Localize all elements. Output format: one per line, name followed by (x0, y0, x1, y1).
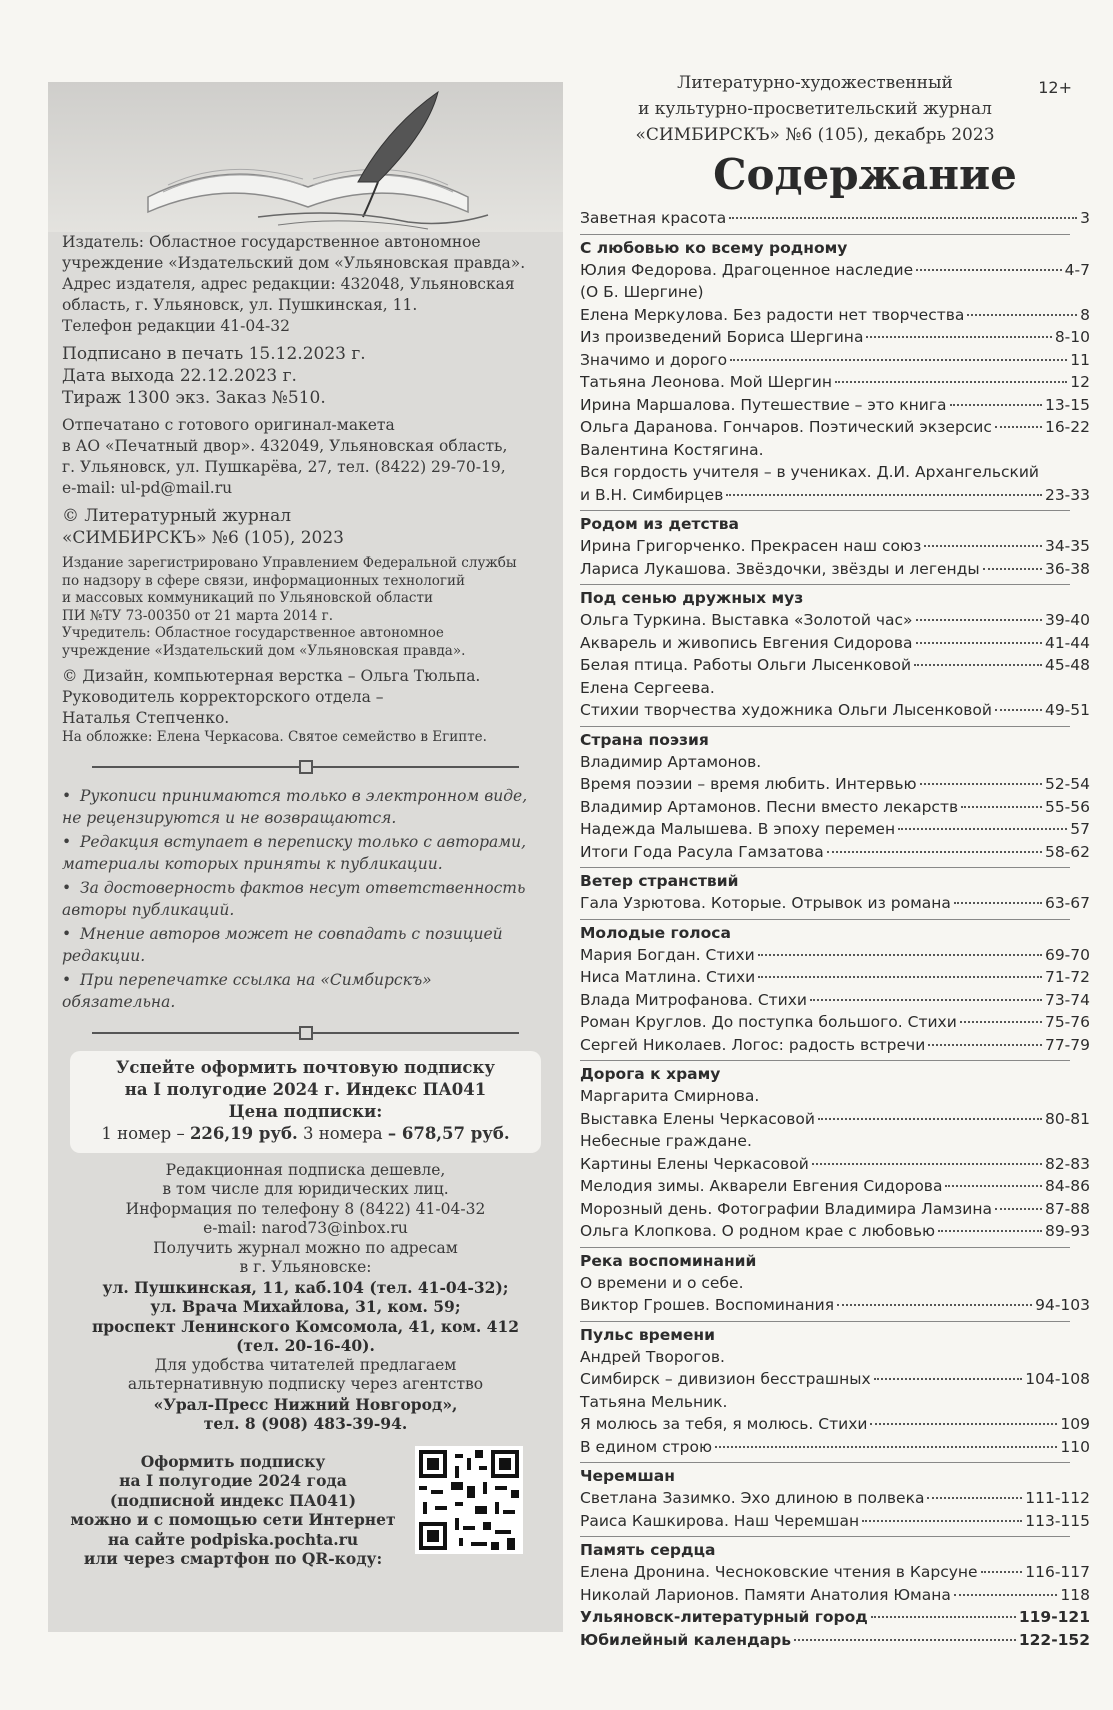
toc-line: Небесные граждане. (580, 1132, 752, 1150)
toc-entry-title: Картины Елены Черкасовой (580, 1154, 809, 1173)
text-line: по надзору в сфере связи, информационных технологий (62, 572, 465, 589)
toc-entry[interactable] (580, 1175, 1090, 1198)
toc-entry[interactable] (580, 966, 1090, 989)
toc-entry-page: 80-81 (1044, 1109, 1090, 1128)
leader-dots (916, 619, 1042, 621)
leader-dots (954, 902, 1042, 904)
toc-entry[interactable] (580, 1153, 1090, 1176)
subscription-prices (78, 1123, 533, 1145)
rule-item (62, 969, 549, 1013)
toc-entry-page: 113-115 (1025, 1511, 1090, 1530)
toc-entry-page: 87-88 (1044, 1199, 1090, 1218)
leader-dots (967, 314, 1077, 316)
toc-entry-title: Гала Узрютова. Которые. Отрывок из романа (580, 894, 951, 912)
toc-entry-page: 3 (1080, 209, 1090, 227)
section-heading: Память сердца (580, 1536, 1070, 1561)
leader-dots (995, 1208, 1042, 1210)
toc-entry[interactable] (580, 1487, 1090, 1510)
toc-entry-title: В едином строю (580, 1437, 713, 1456)
text-line: © Дизайн, компьютерная верстка – Ольга Тюльпа. (62, 667, 481, 685)
section-heading: Дорога к храму (580, 1060, 1070, 1085)
rule-item (62, 923, 549, 967)
website-link[interactable]: на сайте podpiska.pochta.ru (107, 1529, 359, 1549)
toc-entry-page: 94-103 (1035, 1296, 1090, 1314)
leader-dots (938, 1230, 1042, 1232)
leader-dots (950, 404, 1042, 406)
toc-entry[interactable] (580, 699, 1090, 722)
printed-by (62, 415, 549, 499)
toc-entry[interactable] (580, 989, 1090, 1012)
leader-dots (981, 1571, 1023, 1573)
text-line: учреждение «Издательский дом «Ульяновская правда». (62, 254, 526, 272)
toc-entry[interactable] (580, 1220, 1090, 1243)
toc-entry-page: 52-54 (1044, 775, 1090, 793)
rule-text: Редакция вступает в переписку только с авторами, материалы которых приняты к публикации. (62, 832, 527, 873)
text-line: Руководитель корректорского отдела – (62, 688, 384, 706)
bullet-icon: • (62, 970, 72, 989)
online-subscription (48, 1452, 563, 1572)
text-line: или через смартфон по QR-коду: (83, 1549, 383, 1568)
toc-entry-page: 36-38 (1044, 559, 1090, 578)
toc-entry-title: Елена Дронина. Чесноковские чтения в Карсуне (580, 1563, 978, 1581)
toc-entry-title: Ольга Даранова. Гончаров. Поэтический экзерсис (580, 418, 992, 436)
toc-entry-title: Влада Митрофанова. Стихи (580, 990, 808, 1009)
toc-entry[interactable] (580, 558, 1090, 581)
leader-dots (995, 709, 1042, 711)
toc-entry-page: 110 (1060, 1437, 1090, 1456)
toc-entry[interactable] (580, 1011, 1090, 1034)
toc-entry-title: Татьяна Леонова. Мой Шергин (580, 373, 832, 391)
text-line: ПИ №ТУ 73-00350 от 21 марта 2014 г. (62, 607, 334, 624)
leader-dots (928, 1044, 1042, 1046)
leader-dots (837, 1304, 1032, 1306)
rule-text: За достоверность фактов несут ответственность авторы публикаций. (62, 878, 526, 919)
toc-entry-title: Морозный день. Фотографии Владимира Ламзина (580, 1199, 992, 1218)
toc-entry-title: Владимир Артамонов. Песни вместо лекарств (580, 797, 959, 816)
toc-entry[interactable] (580, 371, 1090, 394)
agency-line: тел. 8 (908) 483-39-94. (203, 1414, 408, 1433)
cover-note: На обложке: Елена Черкасова. Святое семейство в Египте. (62, 729, 487, 745)
toc-entry-page: 75-76 (1044, 1013, 1090, 1031)
text-line: альтернативную подписку через агентство (127, 1375, 484, 1393)
toc-entry[interactable] (580, 1198, 1090, 1221)
toc-entry-title: Сергей Николаев. Логос: радость встречи (580, 1035, 926, 1054)
bullet-icon: • (62, 924, 72, 943)
toc-entry[interactable] (580, 1108, 1090, 1131)
section-heading: Под сенью дружных муз (580, 584, 1070, 609)
text-line: в г. Ульяновске: (239, 1258, 372, 1276)
toc-entry[interactable] (580, 326, 1090, 349)
toc-line: Маргарита Смирнова. (580, 1087, 760, 1105)
toc-entry-title: Ниса Матлина. Стихи (580, 968, 756, 986)
toc-entry-page: 8-10 (1054, 328, 1090, 346)
text-line: © Литературный журнал (62, 506, 292, 526)
toc-entry[interactable] (580, 394, 1090, 417)
toc-entry-title: Мария Богдан. Стихи (580, 945, 755, 964)
toc-entry-title: Выставка Елены Черкасовой (580, 1109, 815, 1128)
online-subscription-text (48, 1452, 418, 1569)
imprint-column (48, 82, 563, 1632)
text-line: Дата выхода 22.12.2023 г. (62, 366, 297, 386)
toc-entry[interactable] (580, 654, 1090, 677)
toc-entry[interactable] (580, 818, 1090, 841)
bullet-icon: • (62, 832, 72, 851)
leader-dots (871, 1616, 1016, 1618)
agency-line: «Урал-Пресс Нижний Новгород», (153, 1394, 458, 1414)
leader-dots (812, 1163, 1042, 1165)
leader-dots (924, 545, 1042, 547)
book-quill-illustration (48, 82, 563, 232)
toc-entry-title: Светлана Зазимко. Эхо длиною в полвека (580, 1489, 925, 1507)
toc-line: Андрей Творогов. (580, 1347, 725, 1366)
text-line: Для удобства читателей предлагаем (154, 1355, 457, 1374)
toc-entry[interactable] (580, 1606, 1090, 1629)
leader-dots (758, 954, 1042, 956)
rule-text: При перепечатке ссылка на «Симбирскъ» обязательна. (62, 970, 432, 1011)
text-line: Телефон редакции 41-04-32 (62, 317, 291, 335)
toc-entry-title: Акварель и живопись Евгения Сидорова (580, 633, 913, 652)
credits (62, 666, 549, 747)
text-line: e-mail: ul-pd@mail.ru (62, 479, 233, 497)
toc-entry-title: Лариса Лукашова. Звёздочки, звёзды и легенды (580, 559, 980, 578)
section-heading: Черемшан (580, 1462, 1070, 1487)
text-line: г. Ульяновск, ул. Пушкарёва, 27, тел. (8422) 29-70-19, (62, 458, 506, 476)
address-line: проспект Ленинского Комсомола, 41, ком. 412 (91, 1316, 520, 1336)
leader-dots (927, 1497, 1022, 1499)
toc-entry[interactable] (580, 259, 1090, 282)
leader-dots (870, 1423, 1057, 1425)
toc-entry-page: 122-152 (1018, 1630, 1090, 1649)
toc-entry[interactable] (580, 773, 1090, 796)
text-line: Редакционная подписка дешевле, (165, 1160, 446, 1179)
text-line: Подписано в печать 15.12.2023 г. (62, 344, 366, 364)
toc-entry[interactable] (580, 1510, 1090, 1533)
toc-entry[interactable] (580, 484, 1090, 507)
toc-entry[interactable] (580, 841, 1090, 864)
leader-dots (862, 1520, 1022, 1522)
bullet-icon: • (62, 786, 72, 805)
rule-item (62, 785, 549, 829)
toc-entry[interactable] (580, 416, 1090, 439)
leader-dots (726, 494, 1042, 496)
leader-dots (866, 336, 1051, 338)
leader-dots (954, 1594, 1058, 1596)
toc-entry-page: 4-7 (1064, 260, 1090, 279)
address-line: (тел. 20-16-40). (236, 1336, 375, 1355)
page-title: Содержание (713, 150, 1017, 199)
print-info (62, 343, 549, 409)
toc-entry-page: 49-51 (1044, 701, 1090, 719)
toc-entry-title: Ольга Туркина. Выставка «Золотой час» (580, 611, 913, 629)
toc-entry-page: 84-86 (1044, 1177, 1090, 1195)
toc-entry[interactable] (580, 892, 1090, 915)
email-link[interactable]: e-mail: narod73@inbox.ru (203, 1219, 408, 1237)
leader-dots (827, 851, 1042, 853)
toc-entry-title: Роман Круглов. До поступка большого. Стихи (580, 1013, 957, 1031)
text-line: «СИМБИРСКЪ» №6 (105), 2023 (62, 528, 344, 548)
leader-dots (995, 426, 1042, 428)
toc-entry[interactable] (580, 1629, 1090, 1652)
toc-entry-page: 116-117 (1025, 1563, 1090, 1581)
toc-entry-page: 69-70 (1044, 945, 1090, 964)
subscription-line: на I полугодие 2024 г. Индекс ПА041 (124, 1079, 487, 1099)
leader-dots (961, 806, 1042, 808)
toc-entry[interactable] (580, 349, 1090, 372)
text-line: Издатель: Областное государственное автономное (62, 233, 481, 251)
toc-entry-page: 55-56 (1044, 797, 1090, 816)
text-line: Отпечатано с готового оригинал-макета (62, 416, 395, 434)
toc-entry-page: 45-48 (1044, 656, 1090, 674)
text-line: и массовых коммуникаций по Ульяновской области (62, 590, 433, 606)
toc-entry-page: 13-15 (1044, 395, 1090, 414)
toc-line: Владимир Артамонов. (580, 752, 762, 771)
toc-entry-page: 16-22 (1044, 418, 1090, 436)
toc-entry-title: Надежда Малышева. В эпоху перемен (580, 820, 896, 838)
book-quill-icon (108, 87, 528, 232)
toc-entry-title: Юбилейный календарь (580, 1630, 792, 1649)
text-line: в том числе для юридических лиц. (162, 1180, 449, 1198)
toc-entry-title: Раиса Кашкирова. Наш Черемшан (580, 1511, 860, 1530)
toc-entry[interactable] (580, 1413, 1090, 1436)
toc-entry-page: 57 (1070, 820, 1090, 838)
journal-masthead (580, 70, 1090, 148)
toc-entry-title: Значимо и дорого (580, 350, 728, 369)
section-heading: Родом из детства (580, 510, 1070, 535)
leader-dots (914, 664, 1042, 666)
leader-dots (730, 359, 1067, 361)
toc-entry-page: 73-74 (1044, 990, 1090, 1009)
price-label: 1 номер – (101, 1123, 190, 1143)
text-line: и культурно-просветительский журнал (638, 99, 992, 119)
toc-entry-title: Заветная красота (580, 209, 727, 227)
toc-line: (О Б. Шергине) (580, 283, 704, 301)
toc-entry-page: 8 (1080, 305, 1090, 324)
leader-dots (810, 999, 1042, 1001)
toc-entry-title: Мелодия зимы. Акварели Евгения Сидорова (580, 1177, 943, 1195)
leader-dots (916, 642, 1042, 644)
toc-entry-title: Белая птица. Работы Ольги Лысенковой (580, 656, 912, 674)
leader-dots (983, 568, 1042, 570)
price-label: 3 номера (297, 1123, 388, 1143)
contents-column (580, 70, 1090, 1651)
subscription-line: Успейте оформить почтовую подписку (116, 1057, 495, 1077)
toc-entry[interactable] (580, 1368, 1090, 1391)
toc-entry-page: 111-112 (1025, 1489, 1090, 1507)
registration-info (62, 555, 549, 660)
section-heading: Молодые голоса (580, 919, 1070, 944)
text-line: Издание зарегистрировано Управлением Федеральной службы (62, 555, 517, 571)
leader-dots (715, 1446, 1057, 1448)
leader-dots (916, 269, 1062, 271)
text-line: Оформить подписку (140, 1451, 326, 1471)
toc-entry-title: Ульяновск-литературный город (580, 1608, 868, 1626)
text-line: «СИМБИРСКЪ» №6 (105), декабрь 2023 (635, 125, 995, 145)
section-heading: Страна поэзия (580, 726, 1070, 751)
toc-entry[interactable] (580, 609, 1090, 632)
toc-entry-page: 63-67 (1044, 894, 1090, 912)
text-line: Тираж 1300 экз. Заказ №510. (62, 388, 326, 408)
toc-entry[interactable] (580, 1294, 1090, 1317)
toc-entry-page: 77-79 (1044, 1035, 1090, 1054)
text-line: Адрес издателя, адрес редакции: 432048, Ульяновская (62, 275, 515, 293)
toc-entry-page: 82-83 (1044, 1154, 1090, 1173)
rule-text: Мнение авторов может не совпадать с позицией редакции. (62, 924, 503, 965)
text-line: Литературно-художественный (677, 73, 953, 93)
toc-entry-title: Итоги Года Расула Гамзатова (580, 842, 824, 861)
subscription-line: Цена подписки: (228, 1101, 383, 1121)
toc-entry-title: Стихии творчества художника Ольги Лысенковой (580, 701, 992, 719)
toc-entry-page: 119-121 (1018, 1608, 1090, 1626)
toc-line: Вся гордость учителя – в учениках. Д.И. Архангельский (580, 463, 1039, 481)
toc-entry[interactable] (580, 632, 1090, 655)
rule-item (62, 877, 549, 921)
toc-entry-page: 71-72 (1044, 968, 1090, 986)
toc-entry[interactable] (580, 535, 1090, 558)
text-line: Наталья Степченко. (62, 709, 230, 727)
section-heading: С любовью ко всему родному (580, 234, 1070, 259)
toc-entry-page: 11 (1070, 350, 1090, 369)
text-line: Учредитель: Областное государственное автономное (62, 625, 444, 641)
toc-entry-page: 104-108 (1025, 1370, 1090, 1388)
subscription-info (48, 1161, 563, 1434)
leader-dots (818, 1118, 1042, 1120)
rule-item (62, 831, 549, 875)
toc-entry-page: 118 (1060, 1585, 1090, 1604)
toc-entry-page: 39-40 (1044, 611, 1090, 629)
toc-entry-title: Виктор Грошев. Воспоминания (580, 1296, 835, 1314)
toc-entry-title: Из произведений Бориса Шергина (580, 328, 864, 346)
text-line: область, г. Ульяновск, ул. Пушкинская, 11. (62, 296, 418, 314)
toc-line: Елена Сергеева. (580, 678, 715, 697)
text-line: Информация по телефону 8 (8422) 41-04-32 (125, 1199, 486, 1218)
toc-entry-page: 89-93 (1044, 1222, 1090, 1240)
copyright (62, 505, 549, 549)
leader-dots (874, 1378, 1023, 1380)
publisher-info (62, 232, 549, 337)
toc-entry-title: Время поэзии – время любить. Интервью (580, 775, 917, 793)
toc-entry[interactable] (580, 944, 1090, 967)
toc-line: О времени и о себе. (580, 1273, 744, 1292)
toc-entry-page: 109 (1060, 1415, 1090, 1433)
text-line: Получить журнал можно по адресам (153, 1238, 458, 1257)
leader-dots (729, 217, 1077, 219)
toc-entry-title: Елена Меркулова. Без радости нет творчества (580, 305, 965, 324)
toc-entry[interactable] (580, 1561, 1090, 1584)
toc-entry-title: Симбирск – дивизион бесстрашных (580, 1370, 871, 1388)
toc-entry-page: 23-33 (1044, 485, 1090, 504)
address-line: ул. Пушкинская, 11, каб.104 (тел. 41-04-32); (102, 1277, 509, 1297)
ornament-divider (92, 1025, 519, 1041)
section-heading: Ветер странствий (580, 867, 1070, 892)
bullet-icon: • (62, 878, 72, 897)
toc-entry-title: Ольга Клопкова. О родном крае с любовью (580, 1222, 936, 1240)
toc-entry-page: 34-35 (1044, 537, 1090, 555)
subscription-box (70, 1051, 541, 1153)
table-of-contents (580, 207, 1090, 1651)
toc-line: Валентина Костягина. (580, 440, 764, 459)
leader-dots (758, 976, 1042, 978)
leader-dots (920, 783, 1042, 785)
toc-entry-title: Юлия Федорова. Драгоценное наследие (580, 260, 914, 279)
leader-dots (945, 1185, 1042, 1187)
toc-entry[interactable] (580, 304, 1090, 327)
text-line: (подписной индекс ПА041) (109, 1490, 357, 1510)
section-heading: Река воспоминаний (580, 1247, 1070, 1272)
price-value: 226,19 руб. (189, 1123, 298, 1143)
leader-dots (794, 1639, 1016, 1641)
toc-entry-page: 12 (1070, 373, 1090, 391)
toc-entry-title: Ирина Григорченко. Прекрасен наш союз (580, 537, 922, 555)
toc-entry-title: и В.Н. Симбирцев (580, 485, 724, 504)
toc-line: Татьяна Мельник. (580, 1392, 728, 1411)
toc-entry-page: 41-44 (1044, 633, 1090, 652)
address-line: ул. Врача Михайлова, 31, ком. 59; (150, 1297, 461, 1316)
rule-text: Рукописи принимаются только в электронном виде, не рецензируются и не возвращаются. (62, 786, 528, 827)
price-value: – 678,57 руб. (387, 1123, 510, 1143)
toc-entry[interactable] (580, 1436, 1090, 1459)
toc-entry-title: Я молюсь за тебя, я молюсь. Стихи (580, 1415, 868, 1433)
toc-entry-page: 58-62 (1044, 842, 1090, 861)
editorial-rules (62, 785, 549, 1013)
leader-dots (898, 828, 1067, 830)
text-line: в АО «Печатный двор». 432049, Ульяновская область, (62, 437, 508, 455)
toc-entry-title: Ирина Маршалова. Путешествие – это книга (580, 395, 947, 414)
ornament-divider (92, 759, 519, 775)
toc-entry[interactable] (580, 207, 1090, 230)
text-line: можно и с помощью сети Интернет (70, 1510, 396, 1529)
qr-code-icon[interactable] (415, 1446, 523, 1554)
age-rating-badge: 12+ (1038, 78, 1072, 97)
text-line: учреждение «Издательский дом «Ульяновская правда». (62, 642, 466, 659)
toc-entry[interactable] (580, 1034, 1090, 1057)
text-line: на I полугодие 2024 года (119, 1471, 347, 1490)
toc-entry-title: Николай Ларионов. Памяти Анатолия Юмана (580, 1585, 951, 1604)
leader-dots (835, 381, 1067, 383)
leader-dots (960, 1021, 1042, 1023)
toc-entry[interactable] (580, 1584, 1090, 1607)
section-heading: Пульс времени (580, 1321, 1070, 1346)
toc-entry[interactable] (580, 796, 1090, 819)
